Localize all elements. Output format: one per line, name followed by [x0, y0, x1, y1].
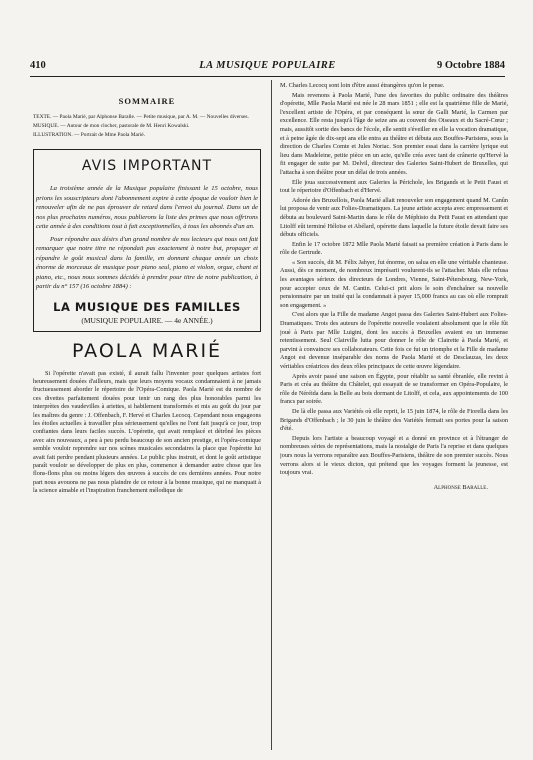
sommaire-musique: MUSIQUE. — Autour de mon clocher, pastorale de M. Henri Kowalski.	[33, 123, 190, 129]
sommaire-heading: SOMMAIRE	[118, 96, 176, 106]
article-left-paragraph: Si l'opérette n'avait pas existé, il aurait fallu l'inventer pour quelques artistes fort heureusement douées d'ailleurs, mais que leurs moyens vocaux condamnaient à ne jamais fructueusement aborder le répertoire de l'Opéra-Comique. Paola Marié est du nombre de ces divettes parfaitement douées pour tenir un rang des plus honorables parmi les interprètes des vaudevilles à ariettes, si habilement transformés et mis au goût du jour par les maîtres du genre : J. Offenbach, F. Hervé et Charles Lecocq. Cependant nous engageons les étoiles actuelles à travailler plus sérieusement qu'elles ne l'ont fait jusqu'à ce jour, trop confiantes dans leurs faciles succès. L'opérette, qui avait remplacé et détrôné les pièces avec airs nouveaux, a peu à peu perdu beaucoup de son ancien prestige, et l'opéra-comique semble vouloir reprendre sur nos scènes musicales secondaires la place que l'opérette lui avait fait perdre pendant plusieurs années. Le public plus instruit, et dont le goût artistique paraît vouloir se développer de plus en plus, commence à demander autre chose que les flons-flons plus ou moins légers des œuvres à succès de ces dernières années. Pour notre part nous avouons ne pas nous plaindre de ce retour à la bonne musique, qui ne manquait à la science aimable et l'inspiration franchement mélodique de	[33, 369, 261, 495]
page-number: 410	[30, 60, 46, 71]
journal-title: LA MUSIQUE POPULAIRE	[199, 60, 336, 71]
left-column	[33, 82, 261, 496]
sommaire-texte: TEXTE. — Paola Marié, par Alphonse Baralle. — Petite musique, par A. M. — Nouvelles diverses.	[33, 114, 249, 120]
page-header	[30, 60, 505, 74]
article-right-body	[280, 82, 508, 478]
article-paragraph-1: M. Charles Lecocq sont loin d'être aussi étrangères qu'on le pense.	[280, 82, 445, 89]
article-paragraph-6: « Son succès, dit M. Félix Jahyer, fut énorme, on salua en elle une véritable chanteuse. Aussi, dès ce moment, de nombreux imprésarii voulurent-ils se l'attacher. Mais elle refusa les avantages sérieux des directeurs de Londres, Vienne, Saint-Pétersbourg, New-York, pour accepter ceux de M. Cantin. Celui-ci prit alors le soin d'enchaîner sa nouvelle pensionnaire par un traité qui la condamnait à payer 15,000 francs au cas où elle romprait son engagement. »	[280, 258, 508, 309]
article-paragraph-7: C'est alors que la Fille de madame Angot passa des Galeries Saint-Hubert aux Folies-Dramatiques. Trois des auteurs de l'opérette nouvelle voulaient absolument que le rôle fût joué à Paris par Mlle Luigini, dont les succès à Bruxelles avaient eu un immense retentissement. Seul Clairville lutta pour donner le rôle de Clairette à Paola Marié, et parvint à convaincre ses collaborateurs. Cette fois ce fut un triomphe et la Fille de madame Angot est devenue inséparable des noms de Paola Marié et de Desclauzas, les deux véritables créatrices des deux rôles principaux de cette œuvre légendaire.	[280, 311, 508, 370]
author-signature: Alphonse Baralle.	[433, 483, 488, 491]
article-paragraph-3: Elle joua successivement aux Galeries la Périchole, les Brigands et le Petit Faust et tout le répertoire d'Offenbach et d'Hervé.	[280, 178, 508, 195]
issue-date: 9 Octobre 1884	[436, 60, 505, 71]
column-divider	[271, 80, 272, 750]
avis-heading: AVIS IMPORTANT	[81, 158, 213, 174]
sommaire-illustration: ILLUSTRATION. — Portrait de Mme Paola Marié.	[33, 132, 145, 138]
new-journal-subtitle: (MUSIQUE POPULAIRE. — 4e ANNÉE.)	[81, 315, 213, 325]
avis-paragraph-1: La troisième année de la Musique populaire finissant le 15 octobre, nous prions les souscripteurs dont l'abonnement expire à cette époque de vouloir bien le renouveler afin de ne pas éprouver de retard dans l'envoi du journal. Dans un de nos plus prochains numéros, nous publierons la liste des primes que nous offrirons cette année à des conditions tout à fait exceptionnelles, à tous les abonnés d'un an.	[36, 185, 258, 230]
article-left-body	[33, 370, 261, 496]
article-paragraph-9: De là elle passa aux Variétés où elle reprit, le 15 juin 1874, le rôle de Fiorella dans les Brigands d'Offenbach ; le 30 juin le théâtre des Variétés fermait ses portes pour la saison d'été.	[280, 407, 508, 433]
article-paragraph-10: Depuis lors l'artiste a beaucoup voyagé et a donné en province et à l'étranger de nombreuses séries de représentations, mais la nostalgie de Paris l'a reprise et dans quelques jours nous la verrons reparaître aux Bouffes-Parisiens, théâtre de son premier succès. Nous verrons alors si le vieux dicton, qui prétend que les voyages forment la jeunesse, est toujours vrai.	[280, 434, 508, 477]
article-paragraph-2: Mais revenons à Paola Marié, l'une des favorites du public ordinaire des théâtres d'opérette, Mlle Paola Marié est née le 28 mars 1851 ; elle est la quatrième fille de Marié, l'excellent artiste de l'Opéra, et par conséquent la sœur de Galli Marié, la Carmen par excellence. Elle resta jusqu'à l'âge de seize ans au couvent des Oiseaux et du Sacré-Cœur ; mais, aussitôt sortie des bancs de l'école, elle sentit s'éveiller en elle la vocation dramatique, et à peine âgée de dix-sept ans elle entra au théâtre et débuta aux Bouffes-Parisiens, sous la direction de Charles Comte et Jules Noriac. Son premier essai dans la carrière lyrique eut lieu dans Madeleine, petite pièce en un acte, qu'elle créa avec tant de crânerie qu'Hervé la fit engager de suite par M. Delvil, directeur des Galeries Saint-Hubert de Bruxelles, qui l'attacha à son théâtre pour un délai de trois années.	[280, 91, 508, 176]
avis-paragraph-2: Pour répondre aux désirs d'un grand nombre de nos lecteurs qui nous ont fait remarquer que notre titre ne répondait pas exactement à notre but, propager et répandre le goût musical dans la famille, en donnant chaque année un choix énorme de morceaux de musique pour piano seul, piano et violon, orgue, chant et piano, etc., nous nous sommes décidés à prendre pour titre de notre publication, à partir du n° 157 (16 octobre 1884) :	[36, 235, 258, 290]
article-paragraph-8: Après avoir passé une saison en Égypte, pour rétablir sa santé ébranlée, elle revint à Paris et créa au théâtre du Châtelet, qui essayait de se transformer en Opéra-Populaire, le rôle de Néréida dans la Belle au bois dormant de Litolff, et cela, aux appointements de 100 francs par soirée.	[280, 372, 508, 406]
right-column	[280, 82, 508, 491]
article-paragraph-4: Adorée des Bruxellois, Paola Marié allait renouveler son engagement quand M. Canûn lui proposa de venir aux Folies-Dramatiques. La jeune artiste accepta avec empressement et débuta au boulevard Saint-Martin dans le rôle de Méphisto du Petit Faust en attendant que Litolff eût terminé Héloïse et Abélard, opérette dans laquelle la future étoile devait faire ses débuts officiels.	[280, 196, 508, 239]
avis-body	[36, 184, 258, 292]
article-title: PAOLA MARIÉ	[71, 339, 223, 362]
new-journal-title: LA MUSIQUE DES FAMILLES	[53, 299, 241, 314]
article-paragraph-5: Enfin le 17 octobre 1872 Mlle Paola Marié faisait sa première création à Paris dans le rôle de Gertrude.	[280, 240, 508, 257]
header-rule	[30, 76, 505, 77]
avis-box	[33, 149, 261, 332]
